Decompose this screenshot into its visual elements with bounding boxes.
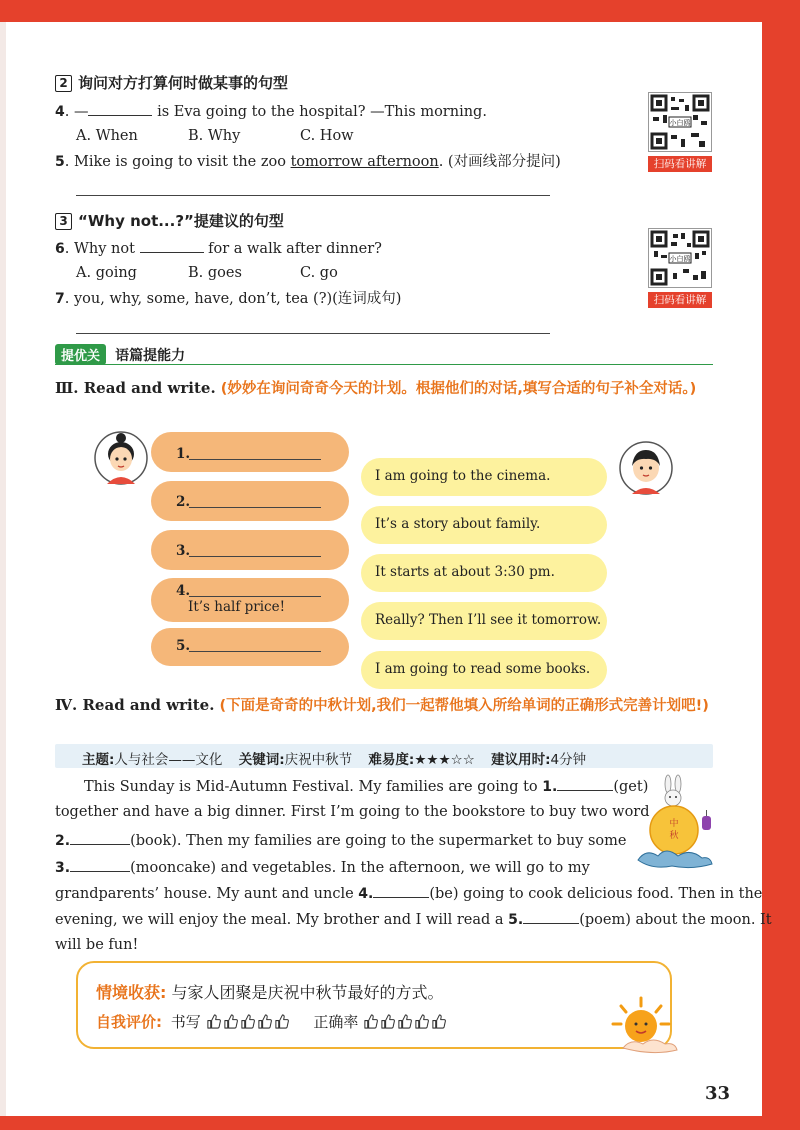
difficulty-stars: ★★★☆☆: [414, 752, 475, 768]
question-7: 7. you, why, some, have, don’t, tea (?)(连词成句): [55, 291, 402, 307]
answer-blank-1[interactable]: [557, 776, 613, 791]
thumbs-up-icon[interactable]: [431, 1013, 448, 1031]
thumbs-up-icon[interactable]: [274, 1013, 291, 1031]
answer-line-3[interactable]: [189, 556, 321, 557]
section-number: 3: [55, 213, 72, 230]
qr-code-icon: [648, 92, 712, 152]
blank-number: 4.: [176, 583, 191, 599]
answer-line[interactable]: [76, 195, 550, 196]
moon-text-1: 中: [669, 819, 679, 829]
option-c[interactable]: C. go: [300, 265, 338, 281]
section-title: “Why not...?”提建议的句型: [78, 212, 284, 230]
answer-blank-3[interactable]: [70, 857, 130, 872]
option-b[interactable]: B. Why: [188, 128, 241, 144]
thumbs-up-icon[interactable]: [206, 1013, 223, 1031]
blank-number: 3.: [176, 543, 191, 559]
option-b[interactable]: B. goes: [188, 265, 242, 281]
boy-avatar: [618, 440, 674, 500]
page-frame-top: [0, 0, 800, 22]
reply-text: It’s a story about family.: [375, 516, 541, 532]
sun-decoration-icon: [603, 994, 683, 1062]
qr-label: 扫码看讲解: [648, 156, 712, 172]
option-a[interactable]: A. When: [76, 128, 138, 144]
answer-line-2[interactable]: [189, 507, 321, 508]
blank-number: 2.: [176, 494, 191, 510]
part-3-heading: Ⅲ. Read and write. (妙妙在询问奇奇今天的计划。根据他们的对话,填写合适的句子补全对话。): [55, 379, 697, 397]
reply-text: Really? Then I’ll see it tomorrow.: [375, 612, 602, 628]
section-2-heading: [55, 72, 288, 93]
question-4: 4. — is Eva going to the hospital? —This morning.: [55, 101, 487, 121]
passage-line-6: evening, we will enjoy the meal. My brother and I will read a 5. (poem) about the moon. It: [55, 909, 772, 929]
thumbs-up-icon[interactable]: [240, 1013, 257, 1031]
blank-number: 1.: [176, 446, 191, 462]
answer-blank-2[interactable]: [70, 830, 130, 845]
qr-code-2[interactable]: [648, 228, 712, 308]
level-tag: 提优关: [55, 344, 106, 365]
qr-label: 扫码看讲解: [648, 292, 712, 308]
moon-rabbit-illustration: [632, 774, 716, 878]
svg-text:小白鸥: 小白鸥: [669, 119, 691, 127]
thumbs-up-icon[interactable]: [223, 1013, 240, 1031]
writing-rating[interactable]: [206, 1013, 291, 1031]
level-heading: [55, 344, 185, 365]
passage-line-5: grandparents’ house. My aunt and uncle 4. (be) going to cook delicious food. Then in the: [55, 883, 762, 903]
answer-blank[interactable]: [140, 238, 204, 253]
page-number: 33: [704, 1083, 730, 1104]
page-frame-left: [0, 22, 6, 1116]
thumbs-up-icon[interactable]: [363, 1013, 380, 1031]
section-3-heading: [55, 210, 284, 231]
self-eval-line: 自我评价: 书写 正确率: [96, 1011, 448, 1032]
passage-line-3: 2. (book). Then my families are going to the supermarket to buy some: [55, 830, 626, 850]
thumbs-up-icon[interactable]: [397, 1013, 414, 1031]
passage-line-2: together and have a big dinner. First I’m going to the bookstore to buy two word: [55, 804, 650, 820]
harvest-box: [76, 961, 672, 1049]
page-frame-right: [762, 0, 800, 1130]
harvest-line: 情境收获: 与家人团聚是庆祝中秋节最好的方式。: [96, 983, 444, 1002]
section-title: 询问对方打算何时做某事的句型: [78, 74, 289, 92]
section-number: 2: [55, 75, 72, 92]
question-5: 5. Mike is going to visit the zoo tomorrow afternoon. (对画线部分提问): [55, 154, 561, 170]
passage-line-1: This Sunday is Mid-Autumn Festival. My families are going to 1. (get): [84, 776, 648, 796]
thumbs-up-icon[interactable]: [257, 1013, 274, 1031]
answer-line[interactable]: [76, 333, 550, 334]
info-bar-content: 主题:人与社会——文化 关键词:庆祝中秋节 难易度:★★★☆☆ 建议用时:4分钟: [82, 752, 587, 768]
blank-number: 5.: [176, 638, 191, 654]
level-title: 语篇提能力: [115, 348, 186, 364]
option-c[interactable]: C. How: [300, 128, 354, 144]
answer-line-4[interactable]: [189, 596, 321, 597]
passage-line-7: will be fun!: [55, 937, 139, 953]
question-6: 6. Why not for a walk after dinner?: [55, 238, 382, 258]
answer-blank-4[interactable]: [373, 883, 429, 898]
thumbs-up-icon[interactable]: [380, 1013, 397, 1031]
answer-line-5[interactable]: [189, 651, 321, 652]
accuracy-rating[interactable]: [363, 1013, 448, 1031]
option-a[interactable]: A. going: [76, 265, 137, 281]
girl-avatar: [93, 430, 149, 490]
moon-text-2: 秋: [669, 831, 679, 841]
reply-text: I am going to read some books.: [375, 661, 591, 677]
reply-text: It starts at about 3:30 pm.: [375, 564, 555, 580]
reply-text: I am going to the cinema.: [375, 468, 551, 484]
bubble-4-text: It’s half price!: [188, 599, 286, 615]
level-divider: [55, 364, 713, 365]
page-frame-bottom: [0, 1116, 800, 1130]
qr-code-icon: [648, 228, 712, 288]
svg-text:小白鸥: 小白鸥: [669, 255, 691, 263]
answer-line-1[interactable]: [189, 459, 321, 460]
passage-line-4: 3. (mooncake) and vegetables. In the afternoon, we will go to my: [55, 857, 590, 877]
answer-blank[interactable]: [88, 101, 152, 116]
thumbs-up-icon[interactable]: [414, 1013, 431, 1031]
part-4-heading: Ⅳ. Read and write. (下面是奇奇的中秋计划,我们一起帮他填入所给单词的正确形式完善计划吧!): [55, 696, 709, 714]
underlined-phrase: tomorrow afternoon: [290, 154, 439, 170]
qr-code-1[interactable]: [648, 92, 712, 172]
answer-blank-5[interactable]: [523, 909, 579, 924]
